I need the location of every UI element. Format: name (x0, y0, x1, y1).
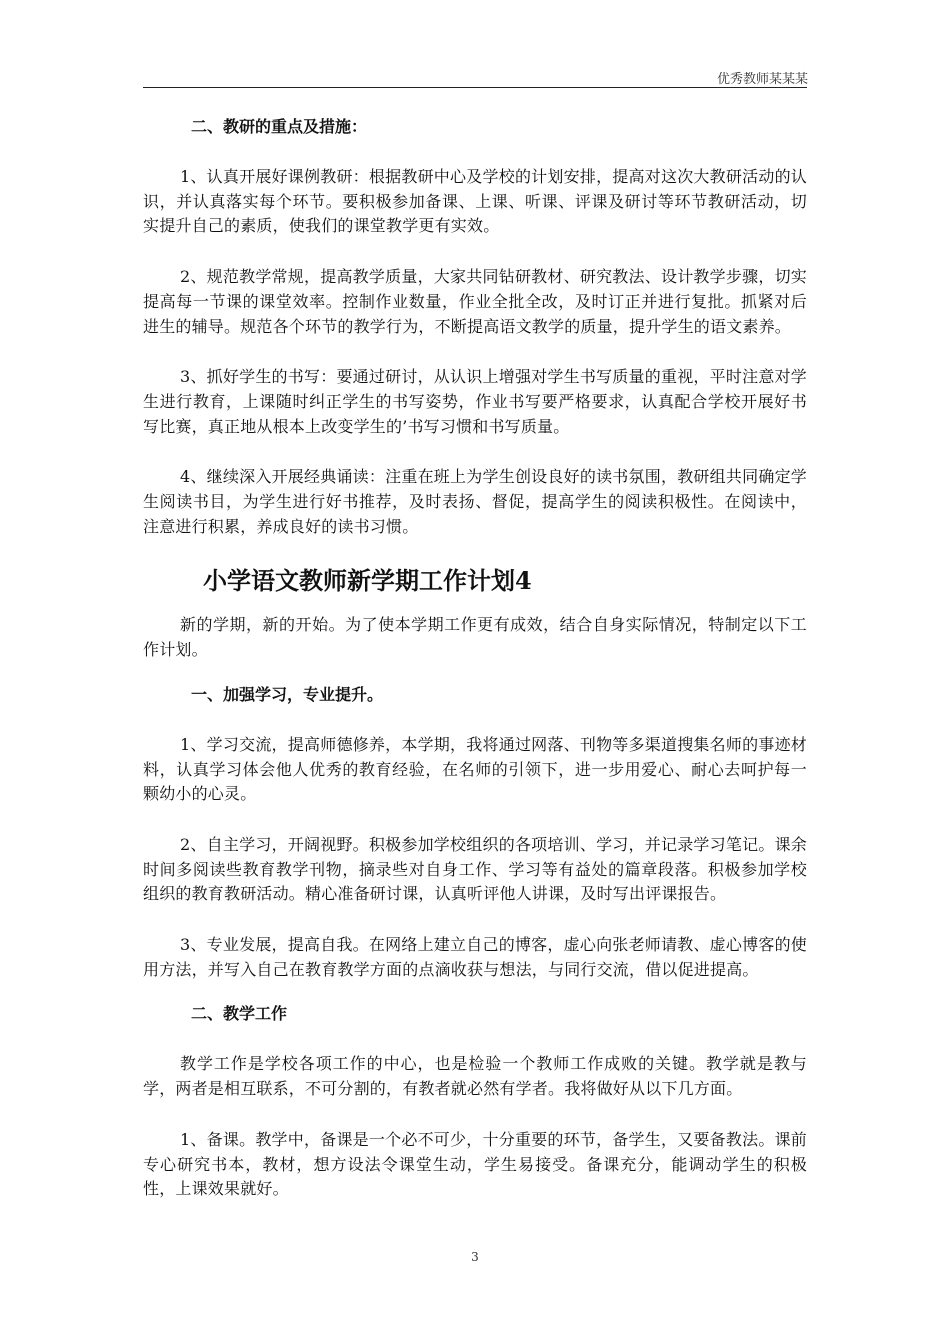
paragraph: 4、继续深入开展经典诵读：注重在班上为学生创设良好的读书氛围，教研组共同确定学生阅读书目，为学生进行好书推荐，及时表扬、督促，提高学生的阅读积极性。在阅读中，注意进行积累，养成良好的读书习惯。 (143, 467, 807, 536)
document-title: 小学语文教师新学期工作计划4 (203, 566, 532, 596)
paragraph: 教学工作是学校各项工作的中心，也是检验一个教师工作成败的关键。教学就是教与学，两者是相互联系，不可分割的，有教者就必然有学者。我将做好从以下几方面。 (143, 1054, 807, 1099)
document-body (143, 105, 807, 1202)
paragraph: 1、备课。教学中，备课是一个必不可少，十分重要的环节，备学生，又要备教法。课前专心研究书本，教材，想方设法令课堂生动，学生易接受。备课充分，能调动学生的积极性，上课效果就好。 (143, 1129, 807, 1199)
paragraph: 2、自主学习，开阔视野。积极参加学校组织的各项培训、学习，并记录学习笔记。课余时间多阅读些教育教学刊物，摘录些对自身工作、学习等有益处的篇章段落。积极参加学校组织的教育教研活动。精心准备研讨课，认真听评他人讲课，及时写出评课报告。 (143, 834, 807, 904)
paragraph: 3、专业发展，提高自我。在网络上建立自己的博客，虚心向张老师请教、虚心博客的使用方法，并写入自己在教育教学方面的点滴收获与想法，与同行交流，借以促进提高。 (143, 935, 807, 979)
paragraph: 新的学期，新的开始。为了使本学期工作更有成效，结合自身实际情况，特制定以下工作计划。 (143, 615, 807, 660)
page-number: 3 (471, 1250, 479, 1264)
header-divider (143, 87, 807, 88)
section-heading: 二、教研的重点及措施： (191, 117, 368, 136)
paragraph: 3、抓好学生的书写：要通过研讨，从认识上增强对学生书写质量的重视，平时注意对学生进行教育，上课随时纠正学生的书写姿势，作业书写要严格要求，认真配合学校开展好书写比赛，真正地从根本上改变学生的’书写习惯和书写质量。 (143, 367, 807, 436)
paragraph: 2、规范教学常规，提高教学质量，大家共同钻研教材、研究教法、设计教学步骤，切实提高每一节课的课堂效率。控制作业数量，作业全批全改，及时订正并进行复批。抓紧对后进生的辅导。规范各个环节的教学行为，不断提高语文教学的质量，提升学生的语文素养。 (143, 267, 807, 336)
page-header: 优秀教师某某某 (716, 72, 808, 87)
paragraph: 1、认真开展好课例教研：根据教研中心及学校的计划安排，提高对这次大教研活动的认识，并认真落实每个环节。要积极参加备课、上课、听课、评课及研讨等环节教研活动，切实提升自己的素质，使我们的课堂教学更有实效。 (143, 167, 807, 236)
paragraph: 1、学习交流，提高师德修养，本学期，我将通过网落、刊物等多渠道搜集名师的事迹材料，认真学习体会他人优秀的教育经验，在名师的引领下，进一步用爱心、耐心去呵护每一颗幼小的心灵。 (143, 734, 807, 804)
section-heading: 一、加强学习，专业提升。 (191, 684, 384, 704)
section-heading: 二、教学工作 (191, 1004, 288, 1024)
